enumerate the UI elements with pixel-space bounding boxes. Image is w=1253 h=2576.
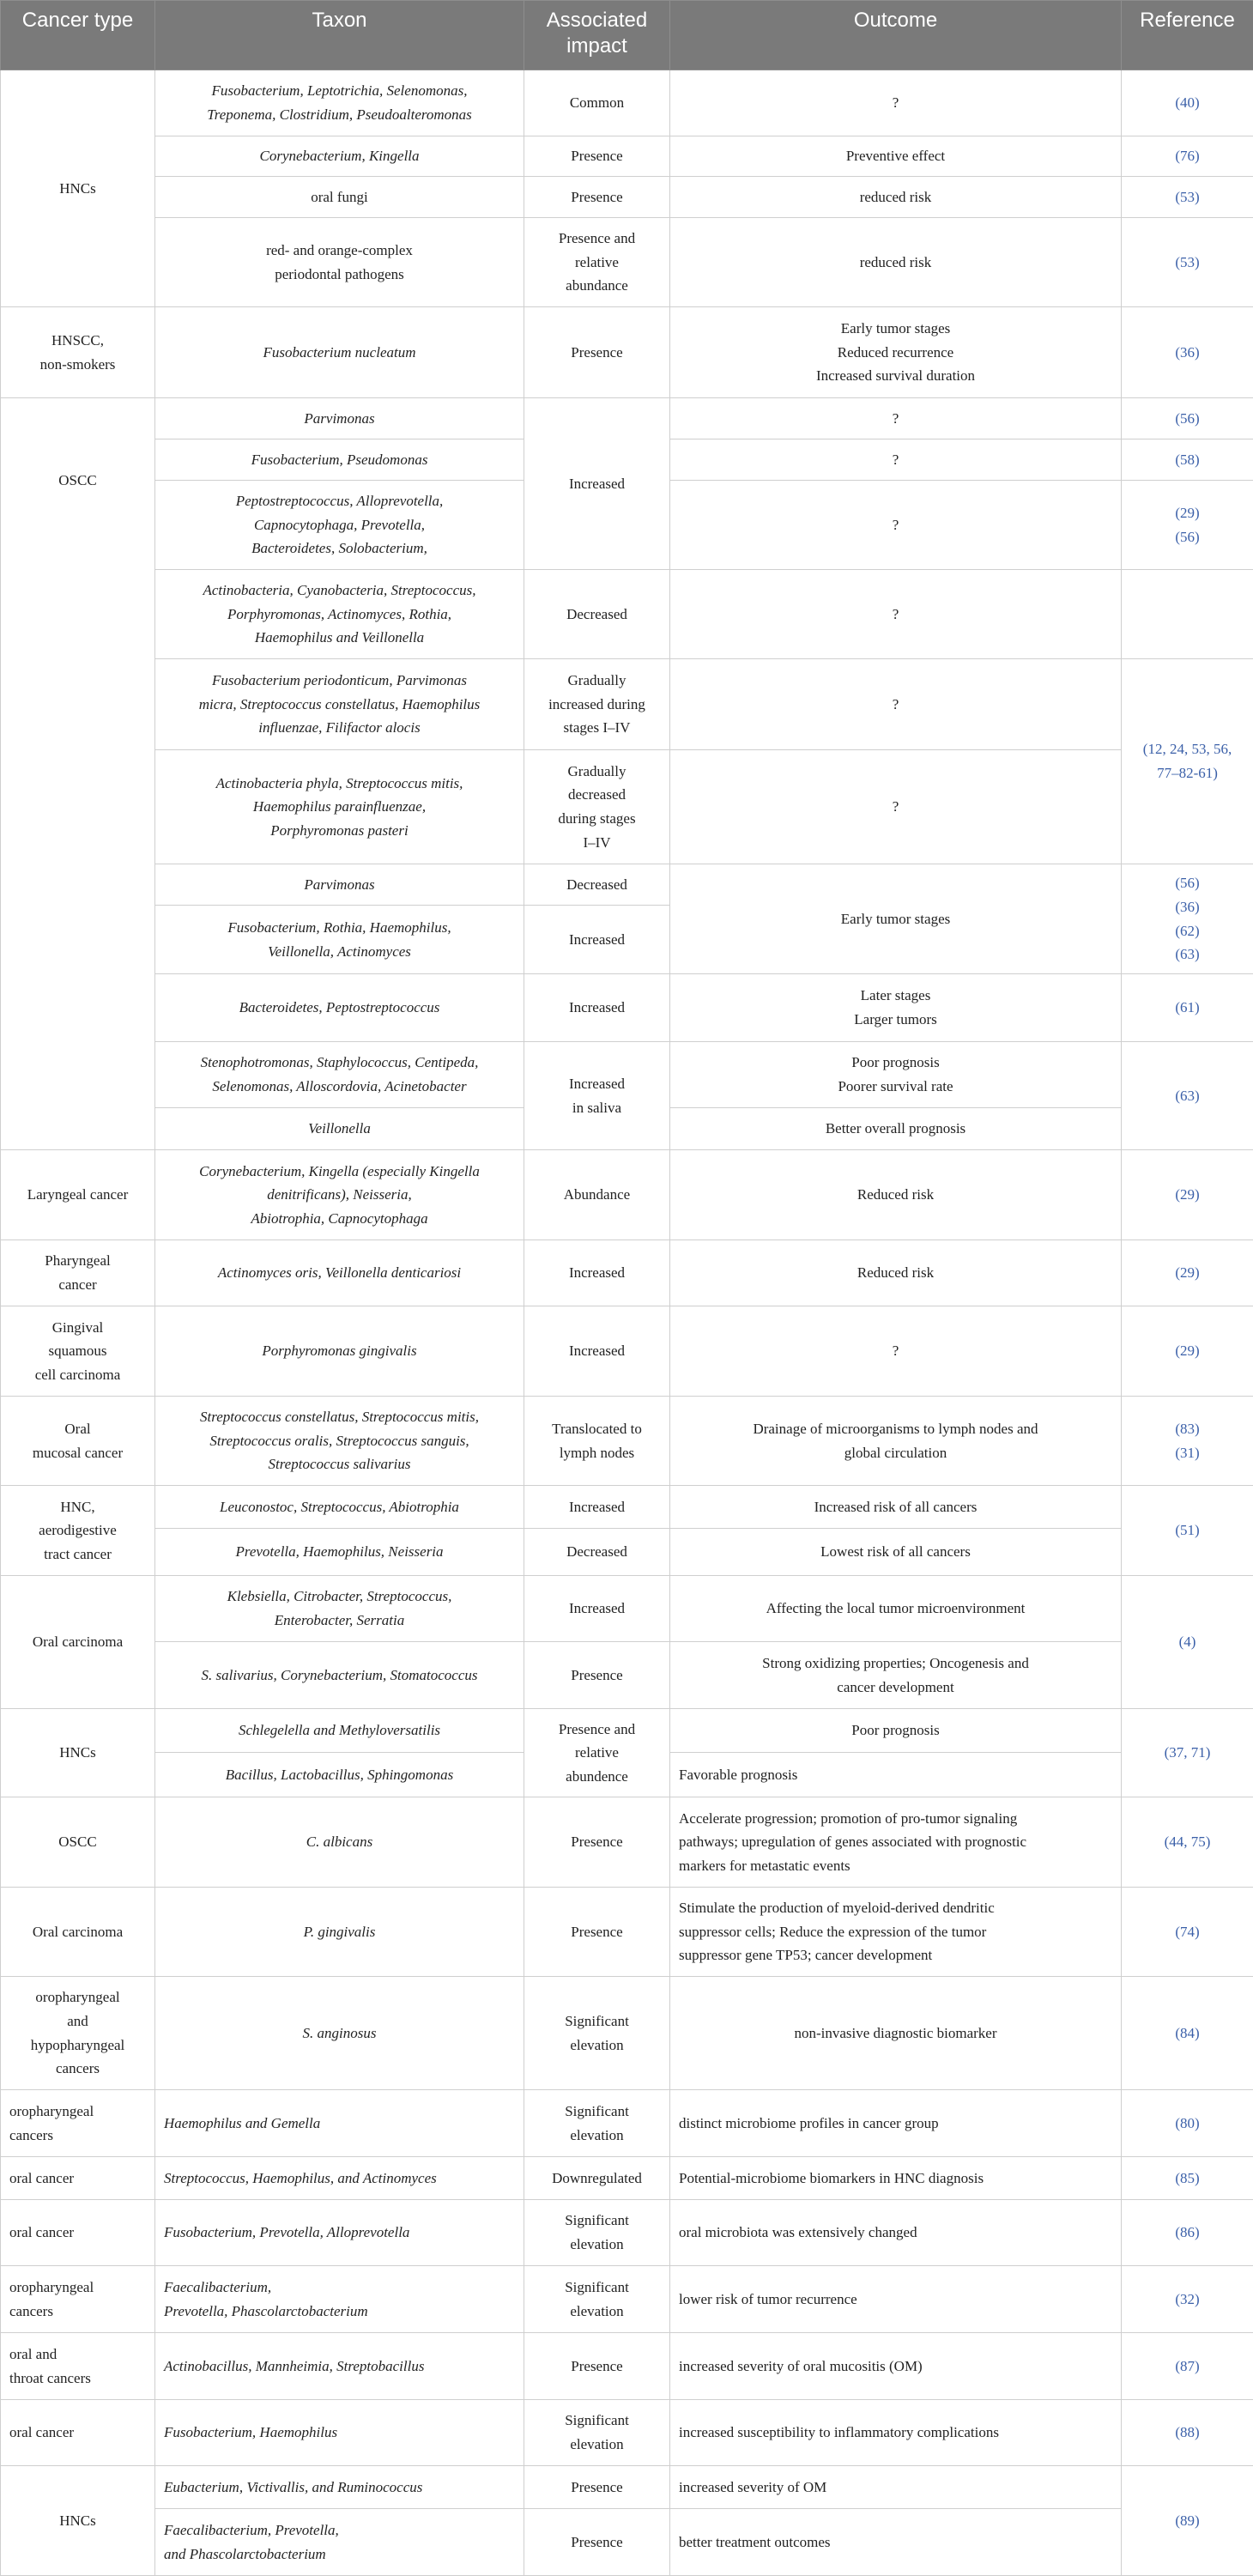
cell-reference[interactable]: (56) (36) (62) (63): [1122, 864, 1253, 974]
cell-outcome: ?: [670, 481, 1122, 570]
cell-reference[interactable]: (4): [1122, 1576, 1253, 1709]
cell-taxon: Parvimonas: [155, 864, 524, 906]
cell-impact: Gradually increased during stages I–IV: [524, 659, 670, 750]
header-outcome: Outcome: [670, 1, 1122, 70]
cell-reference[interactable]: (44, 75): [1122, 1797, 1253, 1888]
table-row: [1, 1797, 1253, 1888]
cell-taxon: Actinomyces oris, Veillonella denticariosi: [155, 1240, 524, 1306]
header-cancer-type: Cancer type: [1, 1, 155, 70]
cell-cancer-type: Oral mucosal cancer: [1, 1397, 155, 1486]
table-row: [1, 177, 1253, 218]
cell-taxon: Fusobacterium periodonticum, Parvimonas micra, Streptococcus constellatus, Haemophilus influenzae, Filifactor alocis: [155, 659, 524, 750]
cell-cancer-type: OSCC: [1, 398, 155, 1150]
table-row: [1, 1306, 1253, 1397]
cell-taxon: Haemophilus and Gemella: [155, 2090, 524, 2157]
cell-impact: Presence: [524, 1797, 670, 1888]
cell-outcome: better treatment outcomes: [670, 2509, 1122, 2576]
table-row: [1, 1486, 1253, 1529]
cell-outcome: ?: [670, 398, 1122, 439]
cell-taxon: Fusobacterium nucleatum: [155, 307, 524, 398]
cell-cancer-type: OSCC: [1, 1797, 155, 1888]
cell-outcome: Accelerate progression; promotion of pro-tumor signaling pathways; upregulation of genes associated with prognostic markers for metastatic events: [670, 1797, 1122, 1888]
cell-outcome: ?: [670, 70, 1122, 136]
cell-outcome: Lowest risk of all cancers: [670, 1529, 1122, 1576]
table-row: [1, 70, 1253, 136]
cell-cancer-type: HNSCC, non-smokers: [1, 307, 155, 398]
table-row: [1, 2200, 1253, 2266]
cell-taxon: P. gingivalis: [155, 1888, 524, 1977]
table-row: [1, 864, 1253, 906]
cell-impact: Downregulated: [524, 2157, 670, 2200]
cell-taxon: Actinobacteria phyla, Streptococcus mitis, Haemophilus parainfluenzae, Porphyromonas pasteri: [155, 750, 524, 864]
cell-reference[interactable]: (84): [1122, 1977, 1253, 2090]
cell-cancer-type: Gingival squamous cell carcinoma: [1, 1306, 155, 1397]
cell-outcome: non-invasive diagnostic biomarker: [670, 1977, 1122, 2090]
table-row: [1, 1977, 1253, 2090]
cell-reference[interactable]: (76): [1122, 136, 1253, 177]
cell-impact: Presence and relative abundance: [524, 218, 670, 307]
cell-taxon: oral fungi: [155, 177, 524, 218]
table-row: [1, 1642, 1253, 1709]
cell-reference[interactable]: (89): [1122, 2466, 1253, 2576]
cell-taxon: Faecalibacterium, Prevotella, Phascolarctobacterium: [155, 2266, 524, 2333]
cell-outcome: ?: [670, 570, 1122, 659]
cell-outcome: increased susceptibility to inflammatory complications: [670, 2400, 1122, 2466]
cell-taxon: Corynebacterium, Kingella (especially Kingella denitrificans), Neisseria, Abiotrophia, Capnocytophaga: [155, 1150, 524, 1240]
cell-reference[interactable]: (36): [1122, 307, 1253, 398]
table-row: [1, 2090, 1253, 2157]
cell-impact: Increased: [524, 1486, 670, 1529]
cell-reference[interactable]: (83) (31): [1122, 1397, 1253, 1486]
cell-cancer-type: oropharyngeal cancers: [1, 2266, 155, 2333]
cell-outcome: Preventive effect: [670, 136, 1122, 177]
cell-cancer-type: oropharyngeal cancers: [1, 2090, 155, 2157]
cell-impact: Increased: [524, 974, 670, 1042]
cell-taxon: Stenophotromonas, Staphylococcus, Centipeda, Selenomonas, Alloscordovia, Acinetobacter: [155, 1042, 524, 1108]
cell-reference[interactable]: (87): [1122, 2333, 1253, 2400]
table-row: [1, 1042, 1253, 1108]
cell-outcome: Reduced risk: [670, 1150, 1122, 1240]
table-row: [1, 1529, 1253, 1576]
cell-outcome: Strong oxidizing properties; Oncogenesis and cancer development: [670, 1642, 1122, 1709]
cell-cancer-type: oral and throat cancers: [1, 2333, 155, 2400]
cell-outcome: distinct microbiome profiles in cancer group: [670, 2090, 1122, 2157]
cell-reference[interactable]: (58): [1122, 439, 1253, 481]
cell-taxon: Faecalibacterium, Prevotella, and Phascolarctobacterium: [155, 2509, 524, 2576]
cell-taxon: Peptostreptococcus, Alloprevotella, Capnocytophaga, Prevotella, Bacteroidetes, Solobacterium,: [155, 481, 524, 570]
cell-impact: Presence: [524, 307, 670, 398]
table-row: [1, 659, 1253, 750]
table-row: [1, 1397, 1253, 1486]
cell-cancer-type: oropharyngeal and hypopharyngeal cancers: [1, 1977, 155, 2090]
cell-outcome: Poor prognosis: [670, 1709, 1122, 1753]
cell-taxon: C. albicans: [155, 1797, 524, 1888]
cell-impact: Decreased: [524, 864, 670, 906]
cell-impact: Presence: [524, 177, 670, 218]
cell-taxon: S. anginosus: [155, 1977, 524, 2090]
cell-outcome: lower risk of tumor recurrence: [670, 2266, 1122, 2333]
cell-impact: Increased in saliva: [524, 1042, 670, 1150]
cell-outcome: increased severity of oral mucositis (OM): [670, 2333, 1122, 2400]
cell-reference[interactable]: (74): [1122, 1888, 1253, 1977]
cell-outcome: Early tumor stages Reduced recurrence Increased survival duration: [670, 307, 1122, 398]
cell-cancer-type: Oral carcinoma: [1, 1888, 155, 1977]
header-reference: Reference: [1122, 1, 1253, 70]
table-row: [1, 1150, 1253, 1240]
cell-taxon: Streptococcus constellatus, Streptococcus mitis, Streptococcus oralis, Streptococcus sanguis, Streptococcus salivarius: [155, 1397, 524, 1486]
cell-outcome: Favorable prognosis: [670, 1753, 1122, 1797]
table-row: [1, 2157, 1253, 2200]
cell-outcome: reduced risk: [670, 177, 1122, 218]
cell-impact: Presence and relative abundence: [524, 1709, 670, 1797]
table-row: [1, 1576, 1253, 1642]
cell-impact: Significant elevation: [524, 2200, 670, 2266]
cell-reference[interactable]: (85): [1122, 2157, 1253, 2200]
table-row: [1, 2509, 1253, 2576]
cell-impact: Common: [524, 70, 670, 136]
cell-outcome: Early tumor stages: [670, 864, 1122, 974]
cell-reference[interactable]: (32): [1122, 2266, 1253, 2333]
cell-outcome: Reduced risk: [670, 1240, 1122, 1306]
cell-cancer-type: oral cancer: [1, 2200, 155, 2266]
cell-taxon: Porphyromonas gingivalis: [155, 1306, 524, 1397]
table-row: [1, 136, 1253, 177]
cell-cancer-type: Oral carcinoma: [1, 1576, 155, 1709]
cell-impact: Significant elevation: [524, 2400, 670, 2466]
table-row: [1, 398, 1253, 439]
cell-reference[interactable]: (37, 71): [1122, 1709, 1253, 1797]
table-row: [1, 750, 1253, 864]
cell-taxon: Klebsiella, Citrobacter, Streptococcus, Enterobacter, Serratia: [155, 1576, 524, 1642]
cell-reference[interactable]: (53): [1122, 218, 1253, 307]
cell-reference[interactable]: (61): [1122, 974, 1253, 1042]
cell-impact: Increased: [524, 398, 670, 570]
cell-impact: Presence: [524, 2509, 670, 2576]
table-row: [1, 2333, 1253, 2400]
cell-outcome: reduced risk: [670, 218, 1122, 307]
table-row: [1, 2266, 1253, 2333]
cell-outcome: increased severity of OM: [670, 2466, 1122, 2509]
cell-taxon: red- and orange-complex periodontal pathogens: [155, 218, 524, 307]
cell-impact: Increased: [524, 1576, 670, 1642]
table-row: [1, 1888, 1253, 1977]
cell-reference[interactable]: (29): [1122, 1150, 1253, 1240]
cell-taxon: Schlegelella and Methyloversatilis: [155, 1709, 524, 1753]
cell-impact: Gradually decreased during stages I–IV: [524, 750, 670, 864]
cell-impact: Presence: [524, 1642, 670, 1709]
cell-taxon: Fusobacterium, Pseudomonas: [155, 439, 524, 481]
cell-impact: Significant elevation: [524, 2266, 670, 2333]
cell-cancer-type: oral cancer: [1, 2157, 155, 2200]
table-row: [1, 2400, 1253, 2466]
cell-impact: Increased: [524, 906, 670, 974]
table-header-row: [1, 1, 1253, 70]
cell-reference[interactable]: (53): [1122, 177, 1253, 218]
table-row: [1, 218, 1253, 307]
cell-taxon: Streptococcus, Haemophilus, and Actinomyces: [155, 2157, 524, 2200]
cell-reference[interactable]: (12, 24, 53, 56, 77–82-61): [1122, 659, 1253, 864]
cell-taxon: Bacillus, Lactobacillus, Sphingomonas: [155, 1753, 524, 1797]
cell-impact: Presence: [524, 136, 670, 177]
cell-reference[interactable]: (86): [1122, 2200, 1253, 2266]
cell-reference[interactable]: (56): [1122, 398, 1253, 439]
table-row: [1, 974, 1253, 1042]
cell-outcome: Stimulate the production of myeloid-derived dendritic suppressor cells; Reduce the expression of the tumor suppressor gene TP53; cancer development: [670, 1888, 1122, 1977]
cell-reference[interactable]: (40): [1122, 70, 1253, 136]
cell-impact: Translocated to lymph nodes: [524, 1397, 670, 1486]
table-row: [1, 1240, 1253, 1306]
cell-taxon: Fusobacterium, Leptotrichia, Selenomonas, Treponema, Clostridium, Pseudoalteromonas: [155, 70, 524, 136]
cell-reference[interactable]: (88): [1122, 2400, 1253, 2466]
cell-outcome: ?: [670, 439, 1122, 481]
cell-taxon: Corynebacterium, Kingella: [155, 136, 524, 177]
cell-outcome: oral microbiota was extensively changed: [670, 2200, 1122, 2266]
cell-impact: Decreased: [524, 570, 670, 659]
cell-cancer-type: HNC, aerodigestive tract cancer: [1, 1486, 155, 1576]
cell-taxon: Fusobacterium, Prevotella, Alloprevotella: [155, 2200, 524, 2266]
cell-outcome: Poor prognosis Poorer survival rate: [670, 1042, 1122, 1108]
cell-impact: Presence: [524, 1888, 670, 1977]
cell-reference[interactable]: (29): [1122, 1306, 1253, 1397]
cell-cancer-type: HNCs: [1, 2466, 155, 2576]
table-row: [1, 570, 1253, 659]
cell-taxon: Fusobacterium, Haemophilus: [155, 2400, 524, 2466]
cell-outcome: Affecting the local tumor microenvironment: [670, 1576, 1122, 1642]
cell-outcome: Later stages Larger tumors: [670, 974, 1122, 1042]
cell-taxon: Bacteroidetes, Peptostreptococcus: [155, 974, 524, 1042]
cell-taxon: Veillonella: [155, 1108, 524, 1150]
cell-outcome: ?: [670, 750, 1122, 864]
cell-taxon: Actinobacillus, Mannheimia, Streptobacillus: [155, 2333, 524, 2400]
cell-reference[interactable]: (29) (56): [1122, 481, 1253, 570]
cell-reference[interactable]: (51): [1122, 1486, 1253, 1576]
cell-impact: Decreased: [524, 1529, 670, 1576]
cell-outcome: Potential-microbiome biomarkers in HNC diagnosis: [670, 2157, 1122, 2200]
cell-taxon: Parvimonas: [155, 398, 524, 439]
cell-taxon: Leuconostoc, Streptococcus, Abiotrophia: [155, 1486, 524, 1529]
cell-taxon: Fusobacterium, Rothia, Haemophilus, Veillonella, Actinomyces: [155, 906, 524, 974]
cell-taxon: Actinobacteria, Cyanobacteria, Streptococcus, Porphyromonas, Actinomyces, Rothia, Haemophilus and Veillonella: [155, 570, 524, 659]
cell-cancer-type: HNCs: [1, 70, 155, 307]
cell-reference-empty: [1122, 570, 1253, 659]
table-row: [1, 2466, 1253, 2509]
cell-taxon: Prevotella, Haemophilus, Neisseria: [155, 1529, 524, 1576]
header-taxon: Taxon: [155, 1, 524, 70]
cell-reference[interactable]: (63): [1122, 1042, 1253, 1150]
cell-taxon: Eubacterium, Victivallis, and Ruminococcus: [155, 2466, 524, 2509]
cell-cancer-type: Pharyngeal cancer: [1, 1240, 155, 1306]
cell-impact: Increased: [524, 1240, 670, 1306]
cell-reference[interactable]: (29): [1122, 1240, 1253, 1306]
cell-outcome: ?: [670, 659, 1122, 750]
table-row: [1, 307, 1253, 398]
cell-impact: Presence: [524, 2466, 670, 2509]
header-associated-impact: Associated impact: [524, 1, 670, 70]
cell-impact: Abundance: [524, 1150, 670, 1240]
cell-reference[interactable]: (80): [1122, 2090, 1253, 2157]
table-row: [1, 1709, 1253, 1753]
cell-cancer-type: Laryngeal cancer: [1, 1150, 155, 1240]
cell-impact: Presence: [524, 2333, 670, 2400]
cell-impact: Increased: [524, 1306, 670, 1397]
cell-outcome: Better overall prognosis: [670, 1108, 1122, 1150]
cell-outcome: ?: [670, 1306, 1122, 1397]
cell-impact: Significant elevation: [524, 1977, 670, 2090]
cell-outcome: Increased risk of all cancers: [670, 1486, 1122, 1529]
cell-cancer-type: oral cancer: [1, 2400, 155, 2466]
cell-cancer-type: HNCs: [1, 1709, 155, 1797]
cell-taxon: S. salivarius, Corynebacterium, Stomatococcus: [155, 1642, 524, 1709]
cell-impact: Significant elevation: [524, 2090, 670, 2157]
cell-outcome: Drainage of microorganisms to lymph nodes and global circulation: [670, 1397, 1122, 1486]
